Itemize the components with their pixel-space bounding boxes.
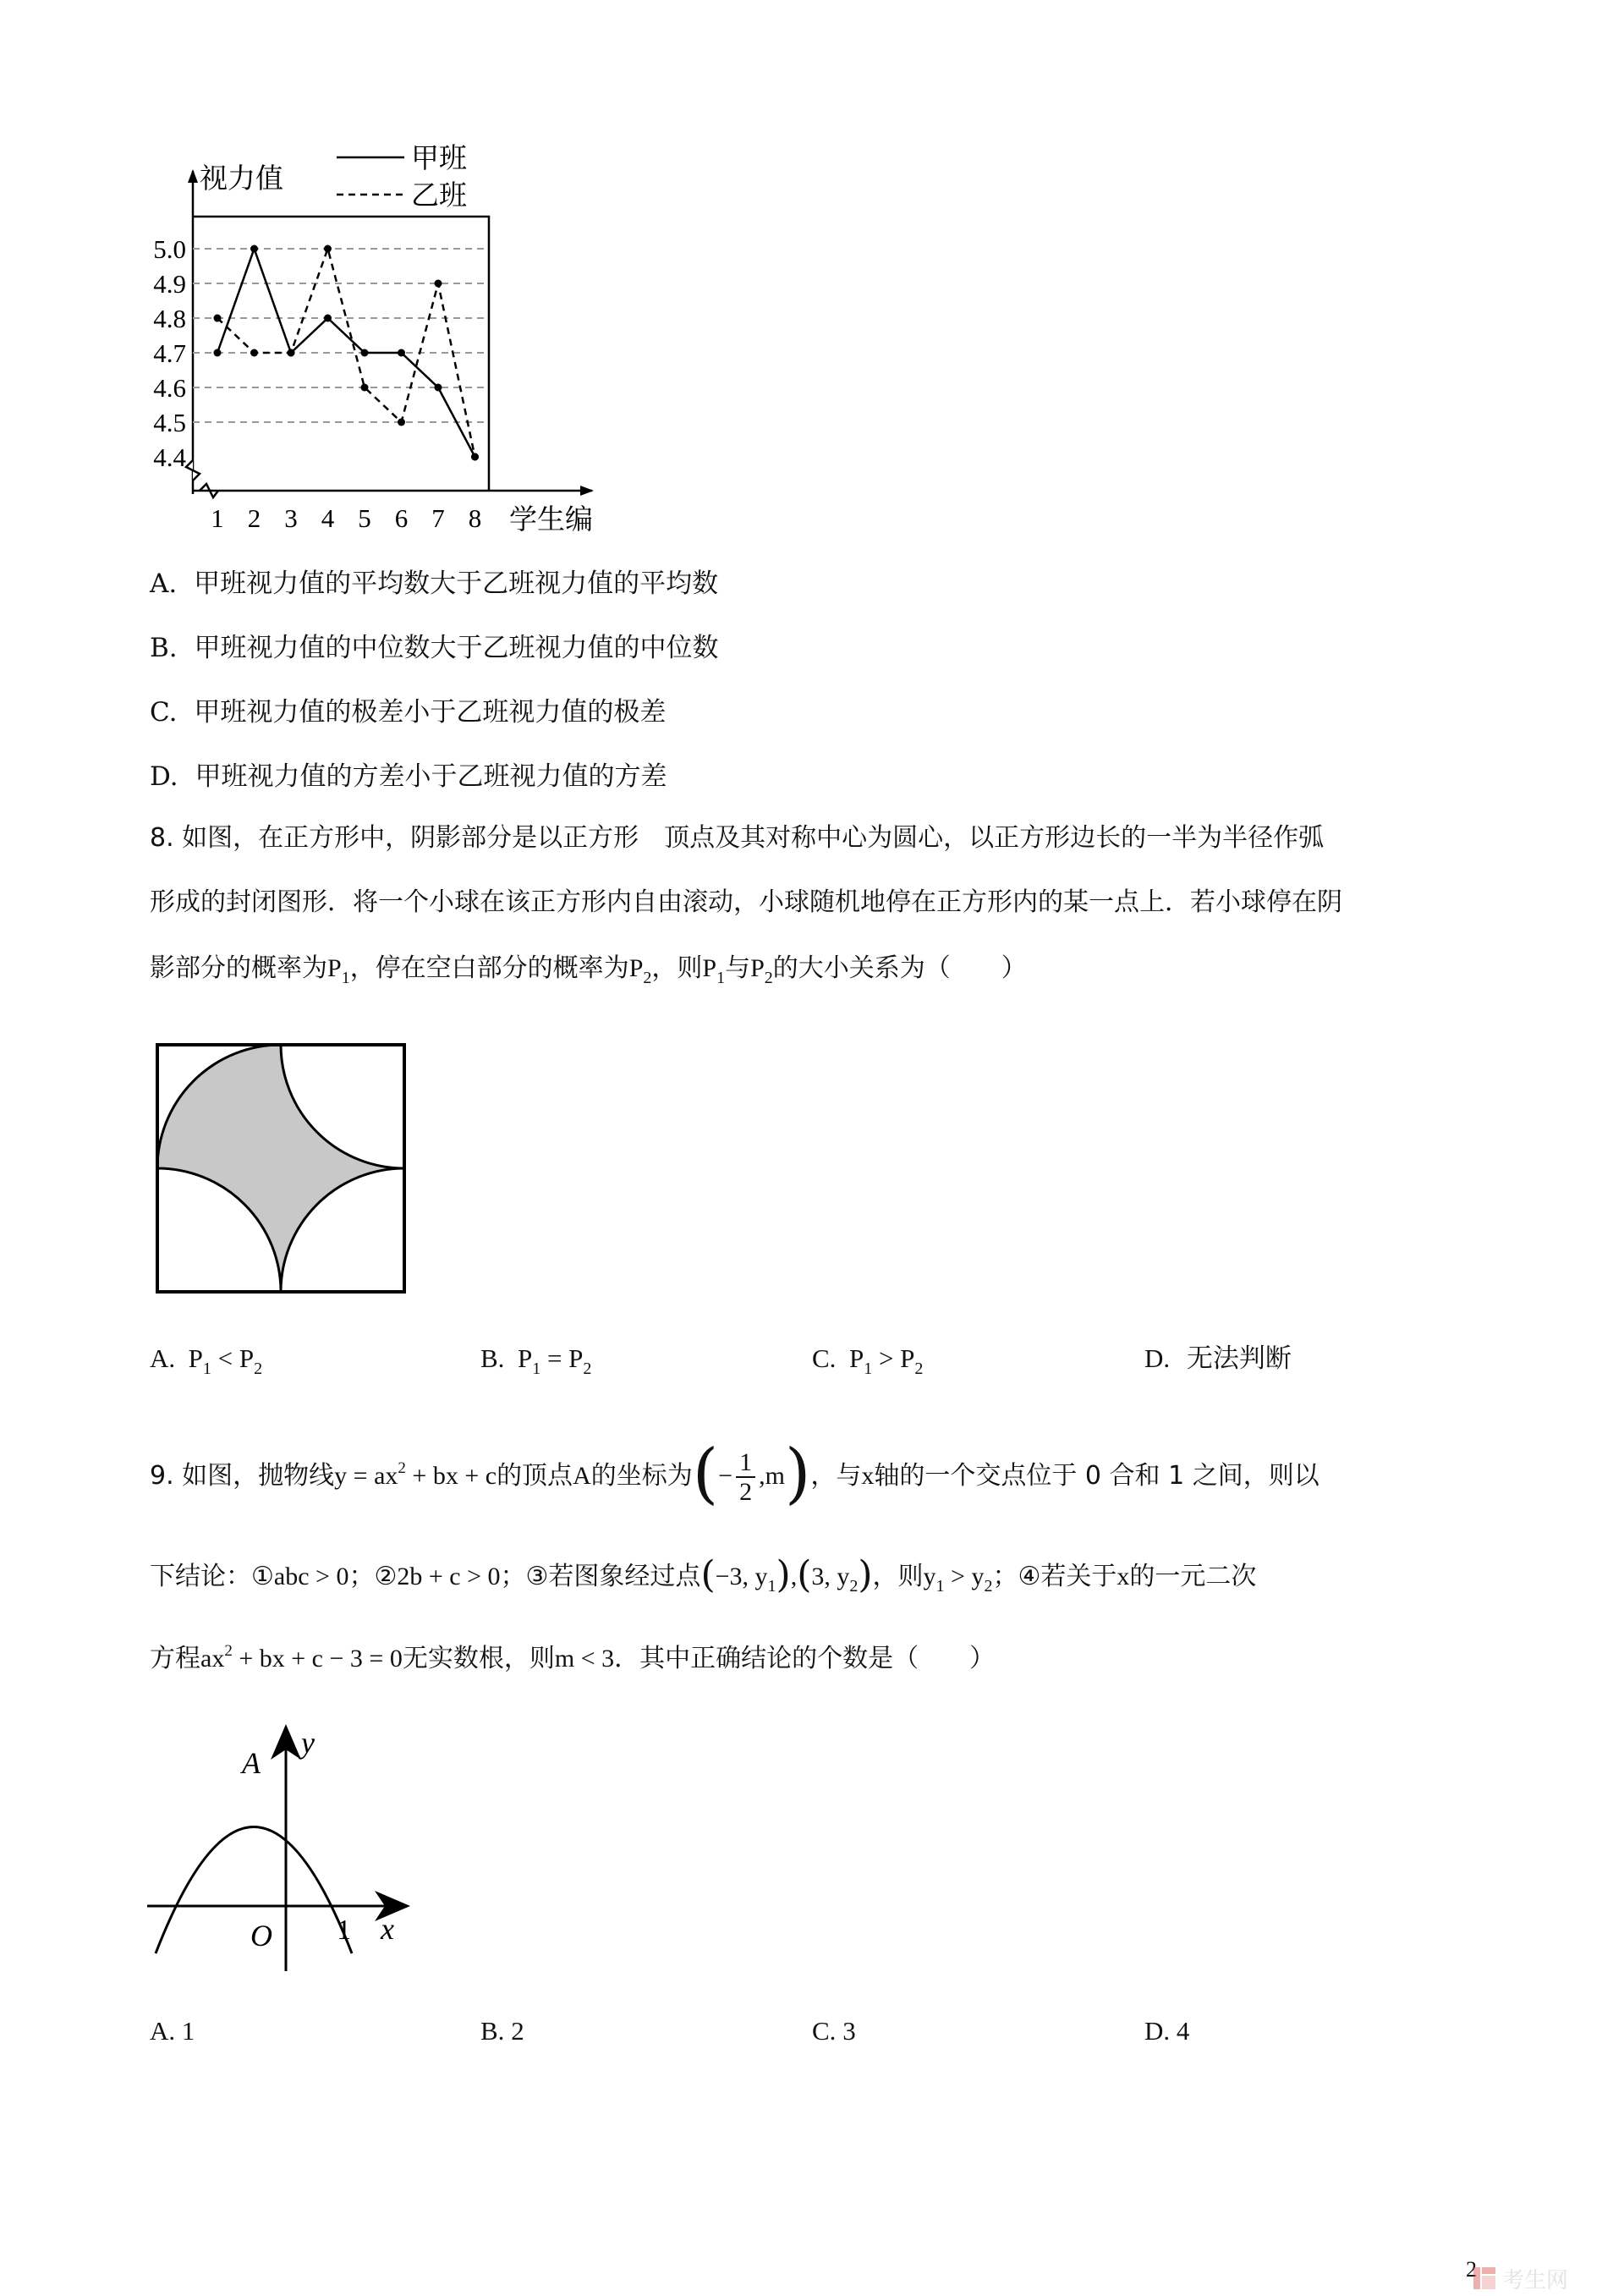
point: 3, y bbox=[811, 1563, 850, 1590]
parabola-figure bbox=[142, 1717, 421, 1980]
p-symbol: P bbox=[239, 1343, 255, 1373]
text: ，停在空白部分的概率为 bbox=[349, 953, 629, 983]
text: 无实数根，则 bbox=[402, 1644, 555, 1673]
subscript: 1 bbox=[767, 1577, 776, 1596]
option-label: B. bbox=[480, 1343, 505, 1373]
q8-option-a bbox=[150, 1343, 263, 1378]
operator: < bbox=[217, 1343, 233, 1373]
inequality: m < 3 bbox=[554, 1645, 615, 1673]
legend-label: 乙班 bbox=[411, 181, 467, 211]
watermark-text: 考生网 bbox=[1502, 2267, 1569, 2293]
left-paren: ( bbox=[700, 1553, 716, 1596]
q7-option-b bbox=[150, 635, 719, 662]
q8-stem-line2: 形成的封闭图形．将一个小球在该正方形内自由滚动，小球随机地停在正方形内的某一点上．若小球停在阴 bbox=[150, 887, 1342, 917]
text: ．其中正确结论的个数是（ ） bbox=[614, 1644, 996, 1673]
origin-label: O bbox=[250, 1919, 272, 1953]
coordinate-m: ,m bbox=[759, 1462, 785, 1490]
option-text: 甲班视力值的中位数大于乙班视力值的中位数 bbox=[194, 633, 719, 663]
data-point bbox=[398, 349, 405, 357]
option-label: C. bbox=[150, 697, 178, 728]
option-text: 甲班视力值的极差小于乙班视力值的极差 bbox=[194, 697, 667, 728]
option-label: B. bbox=[150, 633, 178, 663]
fraction bbox=[736, 1448, 755, 1506]
q9-stem-line3 bbox=[150, 1642, 996, 1673]
option-label: D. bbox=[1144, 2016, 1171, 2046]
data-point bbox=[250, 245, 258, 253]
right-paren: ) bbox=[858, 1553, 873, 1596]
text: ，与 bbox=[810, 1461, 862, 1491]
legend-label: 甲班 bbox=[411, 144, 467, 174]
option-value: 1 bbox=[181, 2016, 195, 2046]
option-label: C. bbox=[812, 1343, 837, 1373]
q8-option-b bbox=[480, 1343, 592, 1378]
text: 9. 如图，抛物线 bbox=[150, 1461, 335, 1491]
data-point bbox=[324, 315, 332, 322]
option-value: 2 bbox=[511, 2016, 524, 2046]
q8-option-c bbox=[812, 1343, 924, 1378]
denominator: 2 bbox=[739, 1478, 753, 1506]
equation: ax bbox=[200, 1645, 225, 1673]
q9-option-d bbox=[1144, 2018, 1189, 2044]
variable: x bbox=[861, 1462, 875, 1490]
option-label: A. bbox=[150, 1343, 176, 1373]
option-text: 无法判断 bbox=[1186, 1343, 1292, 1374]
data-point bbox=[398, 419, 405, 426]
shaded-square-figure bbox=[155, 1042, 410, 1298]
x-tick-label: 1 bbox=[211, 503, 224, 533]
q9-stem-line2 bbox=[150, 1553, 1257, 1596]
q8-stem-line1: 8. 如图，在正方形中，阴影部分是以正方形 顶点及其对称中心为圆心，以正方形边长的一半为半径作弧 bbox=[150, 823, 1325, 853]
x-axis-arrow bbox=[580, 486, 594, 496]
data-point bbox=[214, 349, 222, 357]
text: 的顶点 bbox=[497, 1461, 573, 1491]
text: ；② bbox=[348, 1562, 398, 1591]
q8-option-d bbox=[1144, 1345, 1292, 1372]
variable: y bbox=[923, 1563, 936, 1590]
option-label: C. bbox=[812, 2016, 837, 2046]
subscript: 2 bbox=[849, 1577, 859, 1596]
data-point bbox=[214, 315, 222, 322]
q7-option-a bbox=[150, 571, 718, 597]
p-symbol: P bbox=[188, 1343, 203, 1373]
subscript: 1 bbox=[341, 969, 350, 987]
option-label: B. bbox=[480, 2016, 505, 2046]
y-tick-label: 4.6 bbox=[153, 373, 186, 403]
q9-option-b bbox=[480, 2018, 524, 2044]
subscript: 2 bbox=[583, 1359, 592, 1378]
y-axis-label: y bbox=[301, 1726, 315, 1760]
subscript: 1 bbox=[202, 1359, 211, 1378]
text: 的坐标为 bbox=[590, 1461, 693, 1491]
right-paren: ) bbox=[776, 1553, 791, 1596]
operator: > bbox=[878, 1343, 894, 1373]
q9-stem-line1 bbox=[150, 1438, 1320, 1531]
text: ，则 bbox=[651, 953, 703, 983]
option-label: D. bbox=[1144, 1343, 1171, 1373]
subscript: 2 bbox=[984, 1577, 993, 1596]
subscript: 2 bbox=[764, 969, 773, 987]
x-tick-label: 7 bbox=[431, 503, 445, 533]
text: 影部分的概率为 bbox=[150, 953, 327, 983]
p-symbol: P bbox=[327, 954, 342, 982]
x-tick-label: 8 bbox=[468, 503, 482, 533]
x-tick-label: 5 bbox=[358, 503, 371, 533]
inequality: abc > 0 bbox=[273, 1563, 349, 1590]
p-symbol: P bbox=[750, 954, 765, 982]
q7-option-c bbox=[150, 697, 667, 728]
operator: > y bbox=[944, 1563, 985, 1590]
watermark-logo-icon bbox=[1472, 2266, 1497, 2291]
text: 下结论：① bbox=[150, 1562, 274, 1591]
right-paren: ) bbox=[784, 1436, 811, 1512]
x-tick-label: 2 bbox=[247, 503, 261, 533]
data-point bbox=[435, 384, 442, 392]
p-symbol: P bbox=[628, 954, 644, 982]
p-symbol: P bbox=[517, 1343, 533, 1373]
subscript: 1 bbox=[935, 1577, 945, 1596]
text: 轴的一个交点位于 0 合和 1 之间，则以 bbox=[874, 1461, 1320, 1491]
y-tick-label: 4.8 bbox=[153, 304, 186, 333]
text: 的大小关系为（ ） bbox=[772, 953, 1027, 983]
equation: + bx + c − 3 = 0 bbox=[232, 1645, 403, 1673]
shaded-region bbox=[157, 1045, 404, 1292]
vision-line-chart bbox=[127, 135, 617, 541]
left-paren: ( bbox=[797, 1553, 812, 1596]
y-axis-break bbox=[186, 460, 200, 481]
option-value: 3 bbox=[842, 2016, 856, 2046]
subscript: 2 bbox=[914, 1359, 924, 1378]
data-point bbox=[361, 384, 369, 392]
q9-option-c bbox=[812, 2018, 856, 2044]
p-symbol: P bbox=[568, 1343, 584, 1373]
option-text: 甲班视力值的平均数大于乙班视力值的平均数 bbox=[194, 569, 719, 599]
text: ；③若图象经过点 bbox=[500, 1562, 701, 1591]
data-point bbox=[250, 349, 258, 357]
numerator: 1 bbox=[736, 1448, 755, 1478]
y-tick-label: 4.4 bbox=[153, 442, 186, 472]
y-axis-title: 视力值 bbox=[200, 164, 283, 195]
point: −3, y bbox=[715, 1563, 768, 1590]
left-paren: ( bbox=[692, 1436, 719, 1512]
p-symbol: P bbox=[900, 1343, 915, 1373]
y-tick-label: 4.5 bbox=[153, 408, 186, 437]
tick-label-1: 1 bbox=[337, 1914, 351, 1946]
subscript: 2 bbox=[254, 1359, 263, 1378]
superscript: 2 bbox=[398, 1459, 406, 1477]
point-label: A bbox=[573, 1462, 591, 1490]
q9-option-a bbox=[150, 2018, 195, 2044]
text: 方程 bbox=[150, 1644, 200, 1673]
equation: y = ax bbox=[334, 1462, 398, 1490]
subscript: 2 bbox=[643, 969, 652, 987]
variable: x bbox=[1116, 1563, 1130, 1590]
equation: + bx + c bbox=[405, 1462, 497, 1490]
x-tick-label: 6 bbox=[394, 503, 409, 533]
q8-stem-line3 bbox=[150, 953, 1027, 987]
minus-sign: − bbox=[718, 1462, 733, 1490]
option-value: 4 bbox=[1176, 2016, 1190, 2046]
subscript: 1 bbox=[716, 969, 726, 987]
y-axis-arrow bbox=[188, 169, 198, 183]
vertex-label: A bbox=[242, 1746, 261, 1780]
data-point bbox=[361, 349, 369, 357]
option-label: A. bbox=[150, 2016, 176, 2046]
option-label: D. bbox=[150, 761, 178, 792]
y-tick-label: 4.7 bbox=[153, 338, 186, 368]
option-text: 甲班视力值的方差小于乙班视力值的方差 bbox=[195, 761, 667, 792]
superscript: 2 bbox=[224, 1642, 233, 1660]
q7-option-d bbox=[150, 761, 667, 792]
p-symbol: P bbox=[702, 954, 717, 982]
operator: = bbox=[546, 1343, 562, 1373]
subscript: 1 bbox=[864, 1359, 873, 1378]
data-point bbox=[324, 245, 332, 253]
watermark bbox=[1472, 2264, 1568, 2293]
text: ，则 bbox=[872, 1562, 924, 1591]
x-axis-title: 学生编 bbox=[509, 505, 593, 536]
text: ；④若关于 bbox=[992, 1562, 1117, 1591]
data-point bbox=[471, 453, 479, 461]
data-point bbox=[288, 349, 295, 357]
x-tick-label: 4 bbox=[321, 503, 335, 533]
comma: , bbox=[790, 1563, 798, 1590]
inequality: 2b + c > 0 bbox=[397, 1563, 501, 1590]
option-label: A. bbox=[150, 569, 178, 599]
page-number: 2 bbox=[1466, 2257, 1477, 2282]
x-axis-label: x bbox=[381, 1912, 394, 1946]
data-point bbox=[435, 280, 442, 288]
text: 与 bbox=[725, 953, 751, 983]
x-tick-label: 3 bbox=[284, 503, 298, 533]
y-tick-label: 4.9 bbox=[153, 269, 186, 299]
subscript: 1 bbox=[532, 1359, 541, 1378]
y-tick-label: 5.0 bbox=[153, 234, 186, 264]
text: 的一元二次 bbox=[1129, 1562, 1257, 1591]
p-symbol: P bbox=[848, 1343, 864, 1373]
